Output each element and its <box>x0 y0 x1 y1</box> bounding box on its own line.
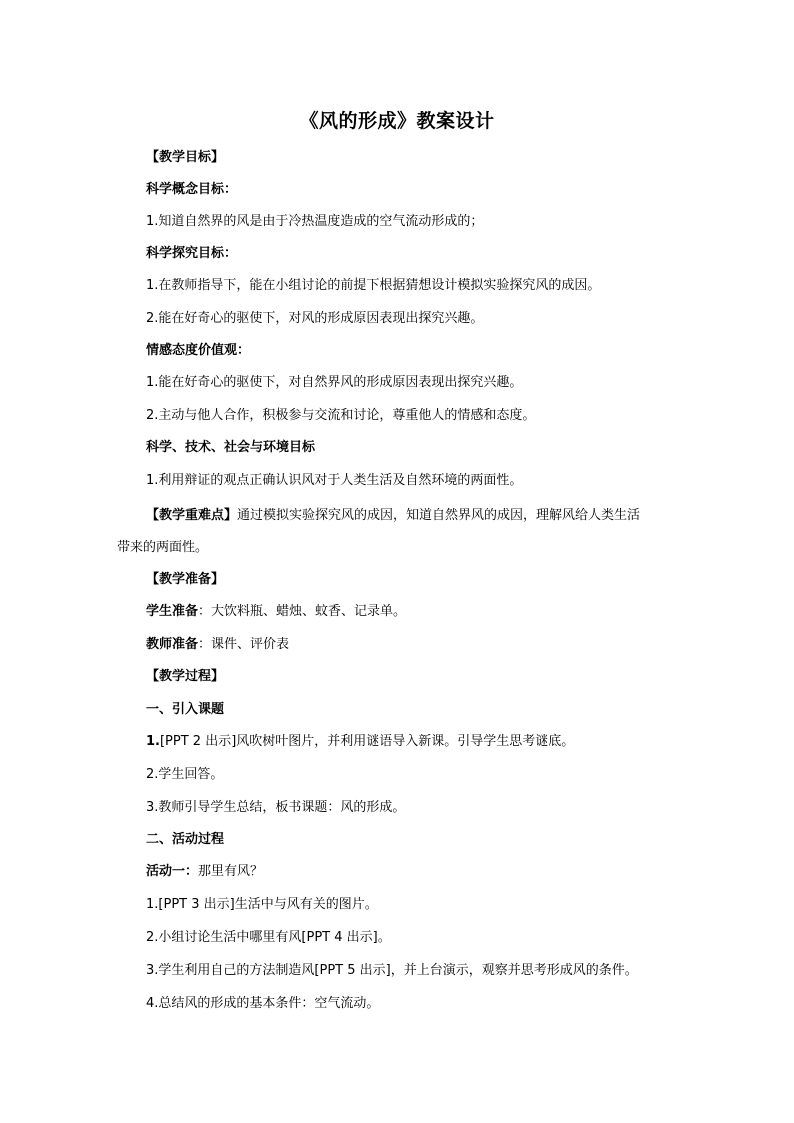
activity1-title <box>146 863 263 881</box>
sts-heading: 科学、技术、社会与环境目标 <box>146 440 316 455</box>
sts-item-1: 1.利用辩证的观点正确认识风对于人类生活及自然环境的两面性。 <box>146 473 523 488</box>
intro-item-2: 2.学生回答。 <box>146 767 224 782</box>
activity-item-3: 3.学生利用自己的方法制造风[PPT 5 出示]，并上台演示，观察并思考形成风的条件。 <box>146 963 638 978</box>
student-prep-label: 学生准备 <box>146 604 199 619</box>
intro-heading: 一、引入课题 <box>146 702 225 717</box>
key-points-label: 【教学重难点】 <box>146 508 238 523</box>
student-prep-text: ：大饮料瓶、蜡烛、蚊香、记录单。 <box>198 604 407 619</box>
sci-inquiry-item-1: 1.在教师指导下，能在小组讨论的前提下根据猜想设计模拟实验探究风的成因。 <box>146 278 601 293</box>
intro-item-3: 3.教师引导学生总结，板书课题：风的形成。 <box>146 800 406 815</box>
objectives-heading: 【教学目标】 <box>146 150 225 165</box>
key-points-text: 通过模拟实验探究风的成因，知道自然界风的成因，理解风给人类生活 <box>237 508 641 523</box>
intro-item-1-number: 1. <box>146 734 160 749</box>
intro-item-1-text: [PPT 2 出示]风吹树叶图片，并利用谜语导入新课。引导学生思考谜底。 <box>159 734 575 749</box>
student-prep <box>146 603 406 621</box>
key-points-paragraph <box>146 507 640 525</box>
teacher-prep-label: 教师准备 <box>146 637 199 652</box>
prep-heading: 【教学准备】 <box>146 572 225 587</box>
teacher-prep-text: ：课件、评价表 <box>198 637 290 652</box>
activity-item-4: 4.总结风的形成的基本条件：空气流动。 <box>146 996 380 1011</box>
attitude-heading: 情感态度价值观： <box>146 343 251 358</box>
intro-item-1 <box>146 733 574 751</box>
sci-concept-item-1: 1.知道自然界的风是由于冷热温度造成的空气流动形成的； <box>146 214 484 229</box>
attitude-item-1: 1.能在好奇心的驱使下，对自然界风的形成原因表现出探究兴趣。 <box>146 375 523 390</box>
process-heading: 【教学过程】 <box>146 669 225 684</box>
sci-inquiry-heading: 科学探究目标： <box>146 246 238 261</box>
teacher-prep <box>146 636 289 654</box>
key-points-continuation: 带来的两面性。 <box>117 540 209 555</box>
activity-item-2: 2.小组讨论生活中哪里有风[PPT 4 出示]。 <box>146 930 391 945</box>
activity1-label: 活动一： <box>146 864 199 879</box>
activity-item-1: 1.[PPT 3 出示]生活中与风有关的图片。 <box>146 897 378 912</box>
page-title: 《风的形成》教案设计 <box>299 110 495 132</box>
attitude-item-2: 2.主动与他人合作，积极参与交流和讨论，尊重他人的情感和态度。 <box>146 408 536 423</box>
activity-heading: 二、活动过程 <box>146 832 225 847</box>
sci-concept-heading: 科学概念目标： <box>146 182 238 197</box>
activity1-text: 那里有风？ <box>198 864 264 879</box>
sci-inquiry-item-2: 2.能在好奇心的驱使下，对风的形成原因表现出探究兴趣。 <box>146 311 484 326</box>
